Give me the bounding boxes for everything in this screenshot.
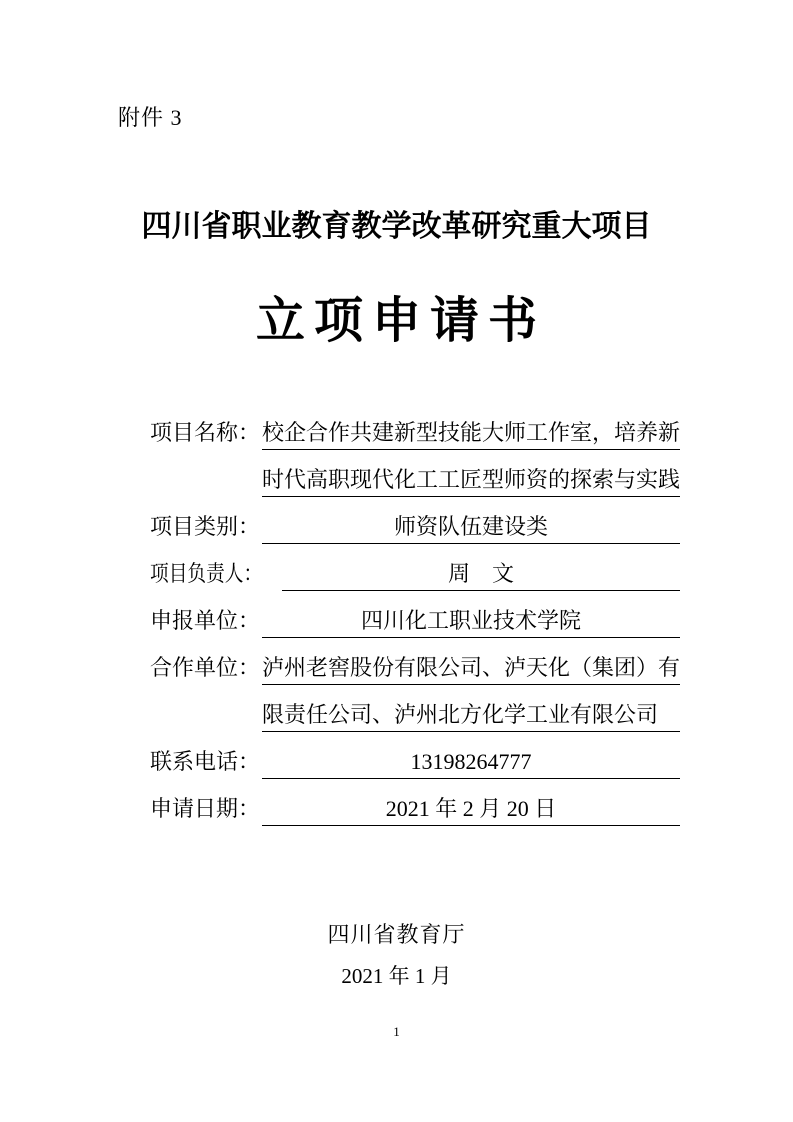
form-row-project-leader xyxy=(150,544,680,591)
issuing-authority: 四川省教育厅 xyxy=(327,922,466,947)
document-title: 立项申请书 xyxy=(255,294,546,348)
form-row-applicant-unit xyxy=(150,591,680,638)
program-title: 四川省职业教育教学改革研究重大项目 xyxy=(141,210,652,243)
empty-label-spacer xyxy=(150,726,262,732)
form-row-application-date xyxy=(150,779,680,826)
project-leader-value: 周 文 xyxy=(282,563,680,591)
form-row-partner-units-continued xyxy=(150,685,680,732)
issue-date: 2021 年 1 月 xyxy=(341,964,452,988)
project-name-value-line1: 校企合作共建新型技能大师工作室，培养新 xyxy=(262,422,680,450)
form-row-contact-phone xyxy=(150,732,680,779)
page-number: 1 xyxy=(393,1024,400,1039)
empty-label-spacer xyxy=(150,491,262,497)
contact-phone-label: 联系电话： xyxy=(150,749,261,774)
application-date-label: 申请日期： xyxy=(150,796,261,821)
project-name-value-line2: 时代高职现代化工工匠型师资的探索与实践 xyxy=(262,469,680,497)
application-date-value: 2021 年 2 月 20 日 xyxy=(262,798,680,826)
application-form xyxy=(150,403,680,826)
attachment-label: 附件 3 xyxy=(118,105,183,130)
partner-units-value-line2: 限责任公司、泸州北方化学工业有限公司 xyxy=(262,704,680,732)
project-category-value: 师资队伍建设类 xyxy=(262,516,680,544)
form-row-project-category xyxy=(150,497,680,544)
partner-units-label: 合作单位： xyxy=(150,655,261,680)
partner-units-value-line1: 泸州老窖股份有限公司、泸天化（集团）有 xyxy=(262,657,680,685)
project-name-label: 项目名称： xyxy=(150,420,261,445)
applicant-unit-value: 四川化工职业技术学院 xyxy=(262,610,680,638)
form-row-partner-units xyxy=(150,638,680,685)
project-category-label: 项目类别： xyxy=(150,514,261,539)
form-row-project-name xyxy=(150,403,680,450)
applicant-unit-label: 申报单位： xyxy=(150,608,261,633)
project-leader-label: 项目负责人： xyxy=(150,561,263,586)
contact-phone-value: 13198264777 xyxy=(262,751,680,779)
form-row-project-name-continued xyxy=(150,450,680,497)
